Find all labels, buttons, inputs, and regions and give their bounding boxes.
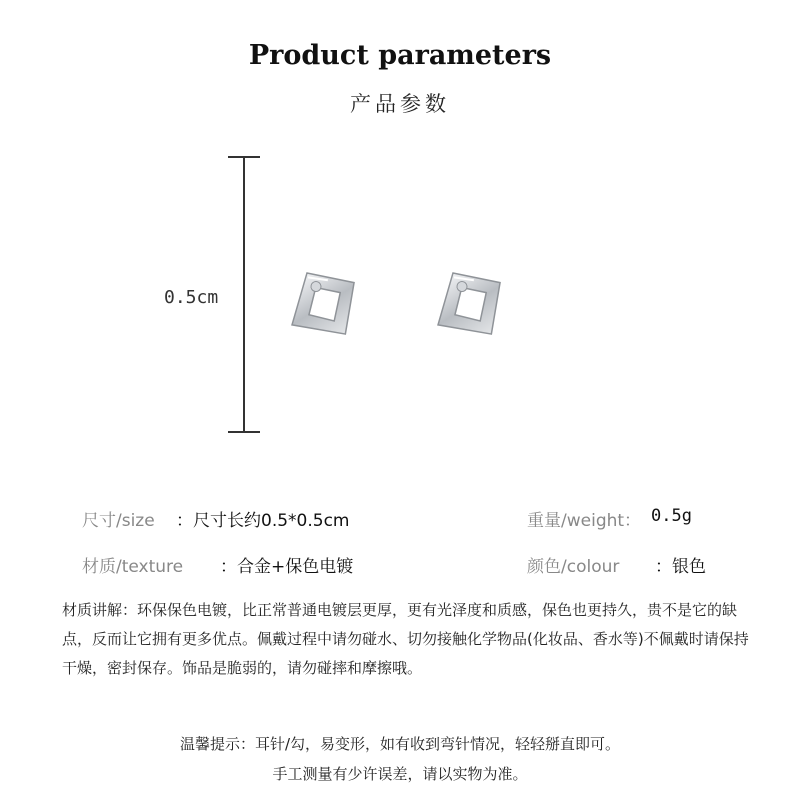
dimension-cap-bottom: [228, 431, 260, 433]
earring-right-image: [428, 262, 512, 346]
tip-line-1: 温馨提示：耳针/勾，易变形，如有收到弯针情况，轻轻掰直即可。: [179, 735, 621, 753]
page-title: Product parameters: [248, 40, 552, 71]
size-label: 尺寸/size: [82, 511, 155, 531]
tip-line-2: 手工测量有少许误差，请以实物为准。: [272, 765, 528, 783]
page-subtitle: 产品参数: [350, 92, 450, 116]
dimension-cap-top: [228, 156, 260, 158]
dimension-line: [243, 156, 245, 433]
dimension-label: 0.5cm: [164, 287, 219, 308]
weight-label: 重量/weight：: [527, 511, 642, 531]
texture-label: 材质/texture: [82, 557, 184, 577]
colour-label: 颜色/colour: [527, 557, 620, 577]
size-value: ：尺寸长约0.5*0.5cm: [176, 511, 350, 531]
colour-value: ：银色: [655, 557, 706, 577]
texture-value: ：合金+保色电镀: [220, 557, 354, 577]
material-description: 材质讲解：环保保色电镀，比正常普通电镀层更厚，更有光泽度和质感，保色也更持久，贵不是它的缺点，反而让它拥有更多优点。佩戴过程中请勿碰水、切勿接触化学物品(化妆品、香水等)不佩戴时请保持干燥，密封保存。饰品是脆弱的，请勿碰摔和摩擦哦。: [62, 601, 749, 677]
earring-left-image: [282, 262, 366, 346]
weight-value: 0.5g: [651, 506, 692, 526]
